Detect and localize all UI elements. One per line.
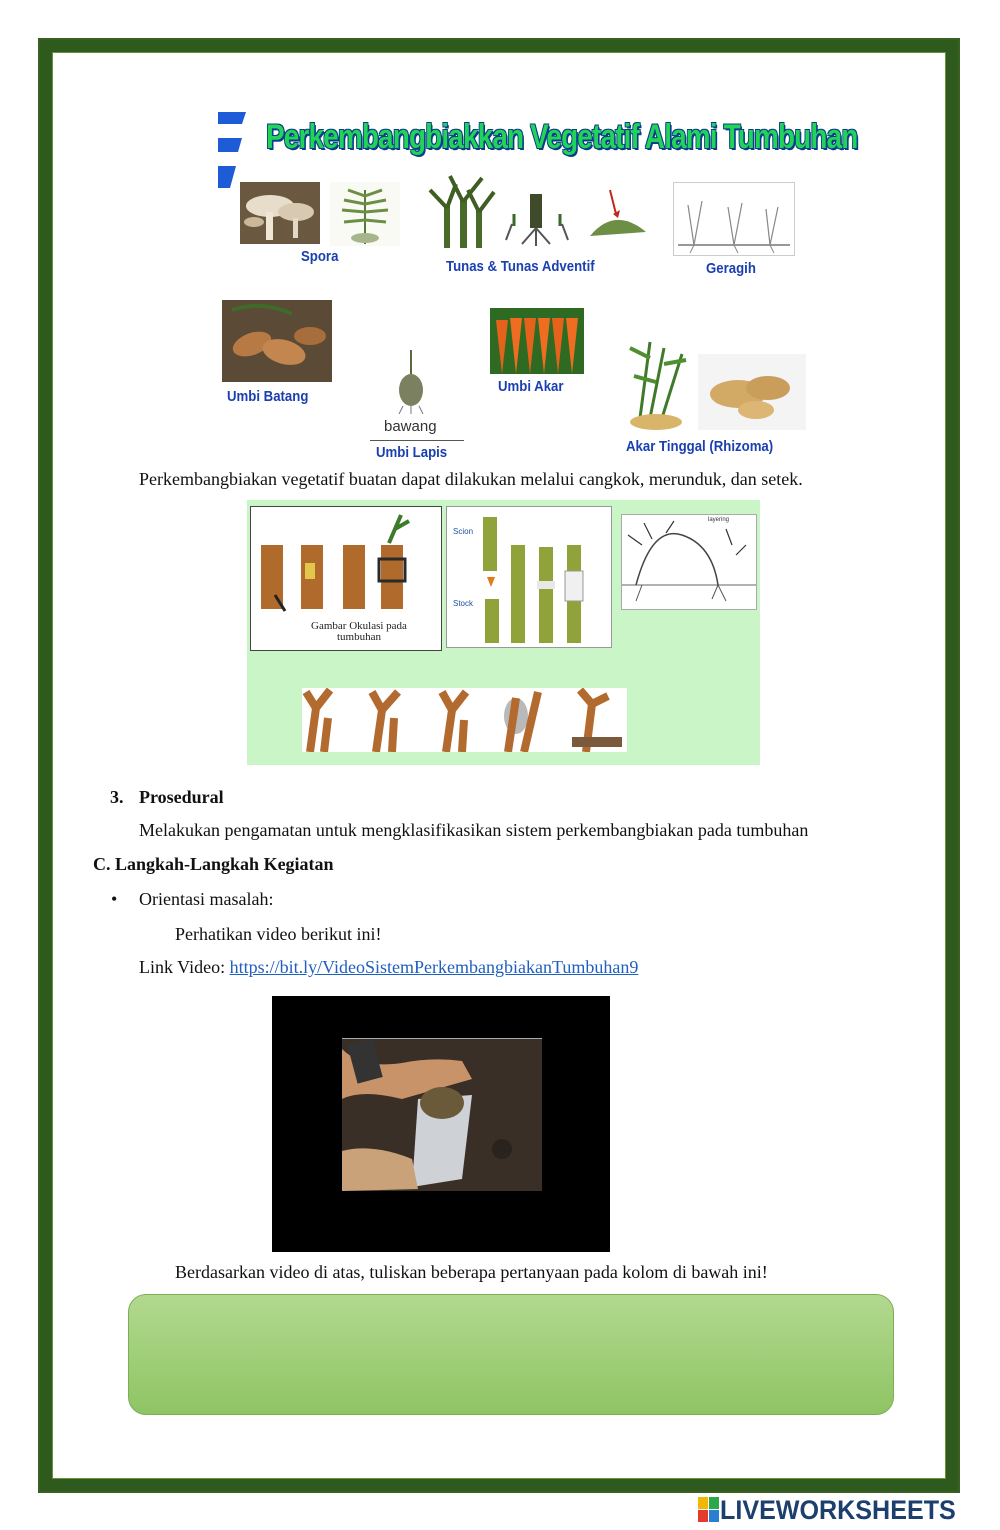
layering-panel	[621, 514, 757, 610]
label-umbi-lapis: Umbi Lapis	[376, 444, 448, 461]
budding-caption: Gambar Okulasi pada tumbuhan	[311, 620, 407, 643]
air-layering-illustration	[302, 688, 627, 752]
video-link[interactable]: https://bit.ly/VideoSistemPerkembangbiakanTumbuhan9	[229, 957, 639, 977]
label-umbi-akar: Umbi Akar	[498, 378, 564, 395]
liveworksheets-logo	[698, 1496, 974, 1524]
liveworksheets-logo-icon	[698, 1497, 720, 1523]
fern-image	[330, 182, 400, 246]
label-spora: Spora	[301, 248, 339, 265]
section-number: 3.	[110, 787, 124, 807]
budding-panel	[250, 506, 442, 651]
grafting-panel	[446, 506, 612, 648]
ginger-plant-image	[620, 338, 694, 434]
onion-image	[393, 346, 429, 414]
label-bawang: bawang	[384, 418, 437, 435]
video-link-label: Link Video:	[139, 957, 226, 977]
video-link-row	[139, 957, 638, 978]
label-geragih: Geragih	[706, 260, 756, 277]
ginger-root-image	[698, 354, 806, 430]
intro-paragraph: Perkembangbiakan vegetatif buatan dapat dilakukan melalui cangkok, merunduk, dan setek.	[139, 469, 803, 489]
instruction-text: Perhatikan video berikut ini!	[175, 924, 382, 944]
video-thumbnail	[342, 1038, 542, 1191]
infographic-title: Perkembangbiakkan Vegetatif Alami Tumbuhan	[266, 118, 858, 156]
section-heading-langkah: C. Langkah-Langkah Kegiatan	[93, 854, 334, 874]
sweet-potato-image	[222, 300, 332, 382]
leaf-bud-image	[580, 186, 650, 246]
label-rhizoma: Akar Tinggal (Rhizoma)	[626, 438, 774, 455]
label-tunas: Tunas & Tunas Adventif	[446, 258, 595, 275]
vegetative-reproduction-infographic	[218, 100, 858, 470]
runner-plant-image	[673, 182, 795, 256]
bullet-icon: •	[111, 889, 118, 909]
adventitious-shoot-image	[502, 184, 572, 246]
bullet-orientasi: Orientasi masalah:	[139, 889, 274, 909]
answer-box[interactable]	[128, 1294, 894, 1415]
divider	[370, 440, 464, 441]
after-video-text: Berdasarkan video di atas, tuliskan beberapa pertanyaan pada kolom di bawah ini!	[175, 1262, 768, 1282]
liveworksheets-brand: LIVEWORKSHEETS	[720, 1494, 956, 1525]
video-player[interactable]	[272, 996, 610, 1252]
prosedural-body: Melakukan pengamatan untuk mengklasifikasikan sistem perkembangbiakan pada tumbuhan	[139, 820, 809, 840]
banana-plant-image	[426, 170, 498, 250]
artificial-propagation-diagram	[247, 500, 760, 765]
label-umbi-batang: Umbi Batang	[227, 388, 309, 405]
carrot-image	[490, 308, 584, 374]
layering-label: layering	[708, 517, 730, 523]
air-layering-panel	[302, 688, 627, 752]
scion-label: Scion	[453, 527, 474, 536]
mushroom-image	[240, 182, 320, 244]
stock-label: Stock	[453, 599, 474, 608]
section-heading-prosedural: Prosedural	[139, 787, 224, 807]
layering-illustration	[622, 515, 756, 609]
